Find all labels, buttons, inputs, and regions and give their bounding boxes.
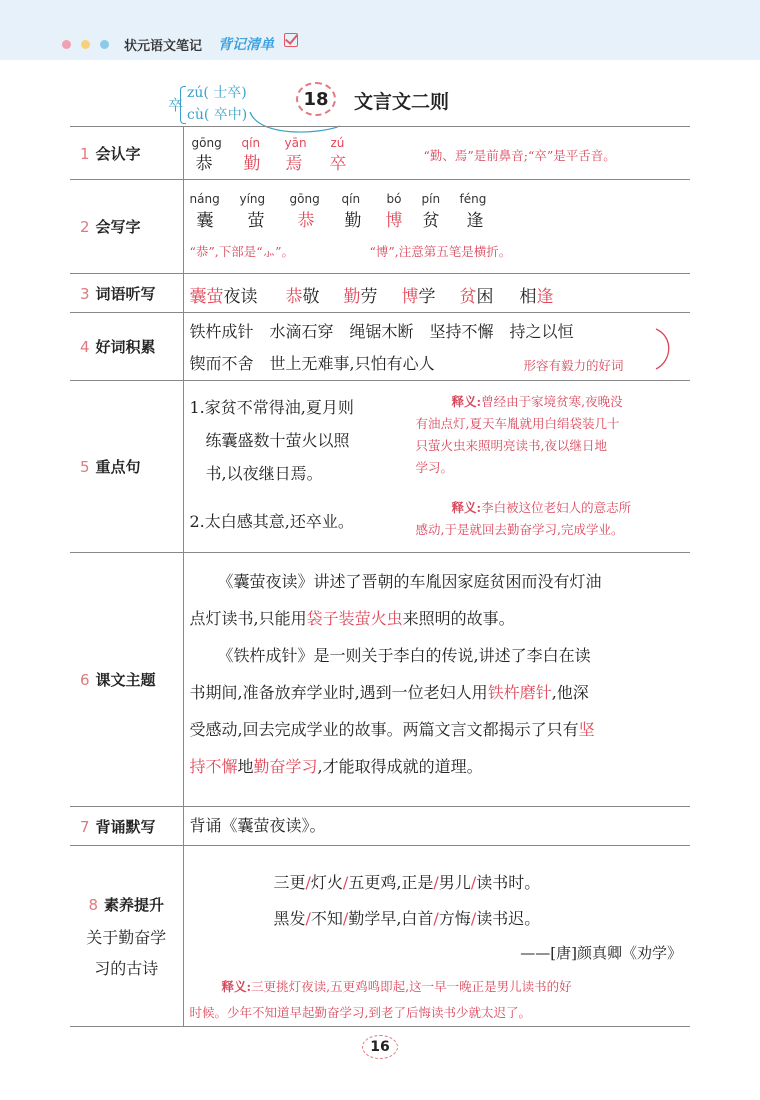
row-label: 3 词语听写 — [70, 274, 183, 313]
char: 囊 — [196, 211, 214, 231]
page-number: 16 — [362, 1035, 398, 1059]
word: 贫困 — [459, 287, 494, 307]
row-content — [183, 180, 690, 274]
sentence-1: 1.家贫不常得油,夏月则 练囊盛数十萤火以照 书,以夜继日焉。 — [189, 398, 354, 483]
polyphone-reading-1: zú( 士卒) — [187, 85, 247, 101]
row-content — [183, 807, 690, 846]
char: 焉 — [285, 154, 303, 174]
row-label: 4 好词积累 — [70, 313, 183, 381]
sentence-2-note: 释义:李白被这位老妇人的意志所 感动,于是就回去勤奋学习,完成学业。 — [415, 500, 632, 537]
pinyin: pín — [421, 192, 441, 206]
checkbox-icon — [284, 33, 298, 47]
char: 贫 — [422, 211, 440, 231]
pinyin: qín — [341, 192, 361, 206]
brand-tag: 背记清单 — [218, 37, 274, 53]
char: 恭 — [195, 154, 213, 174]
notes-table — [70, 126, 690, 1027]
poem-line-2: 黑发/不知/勤学早,白首/方悔/读书迟。 — [273, 909, 541, 928]
row-label: 2 会写字 — [70, 180, 183, 274]
pinyin: féng — [459, 192, 487, 206]
row-key-sentences — [70, 381, 690, 553]
row-dictation — [70, 274, 690, 313]
row-theme — [70, 553, 690, 807]
row-label: 1 会认字 — [70, 127, 183, 180]
word: 相逢 — [519, 287, 554, 307]
row-label: 6 课文主题 — [70, 553, 183, 807]
theme-text: 《囊萤夜读》讲述了晋朝的车胤因家庭贫困而没有灯油 点灯读书,只能用袋子装萤火虫来照明的故事。 《铁杵成针》是一则关于李白的传说,讲述了李白在读 书期间,准备放弃学业时,遇到一位老妇人用铁杵磨针,他深 受感动,回去完成学业的故事。两篇文言文都揭示了只有坚 持不懈地勤奋学习,才能取得成就的道理。 — [189, 572, 602, 776]
words-line-2: 锲而不舍 世上无难事,只怕有心人 — [189, 354, 435, 373]
sentence-2: 2.太白感其意,还卒业。 — [189, 512, 354, 531]
char: 萤 — [247, 211, 265, 231]
row-good-words — [70, 313, 690, 381]
row-literacy — [70, 846, 690, 1027]
poem-note: 释义:三更挑灯夜读,五更鸡鸣即起,这一早一晚正是男儿读书的好 时候。少年不知道早起勤奋学习,到老了后悔读书少就太迟了。 — [189, 979, 572, 1020]
char: 恭 — [297, 211, 315, 231]
lesson-title: 文言文二则 — [354, 91, 450, 113]
note: “博”,注意第五笔是横折。 — [369, 244, 512, 259]
dot-pink — [62, 40, 71, 49]
note: 形容有毅力的好词 — [523, 358, 624, 373]
polyphone-char: 卒 — [168, 96, 184, 114]
row-content — [183, 381, 690, 553]
row-content — [183, 846, 690, 1027]
polyphone-bracket — [180, 86, 186, 124]
pinyin: gōng — [289, 192, 320, 206]
row-content — [183, 313, 690, 381]
words-line-1: 铁杵成针 水滴石穿 绳锯木断 坚持不懈 持之以恒 — [189, 322, 574, 341]
brace-curve — [654, 327, 674, 371]
note: “恭”,下部是“⺗”。 — [189, 244, 295, 259]
recite-text: 背诵《囊萤夜读》。 — [189, 816, 326, 835]
row-label: 8 素养提升 关于勤奋学 习的古诗 — [70, 846, 183, 1027]
row-content — [183, 274, 690, 313]
dot-blue — [100, 40, 109, 49]
note: “勤、焉”是前鼻音;“卒”是平舌音。 — [423, 148, 616, 163]
dot-yellow — [81, 40, 90, 49]
poem-author: ——[唐]颜真卿《劝学》 — [520, 944, 682, 962]
char: 勤 — [344, 211, 362, 231]
row-label: 7 背诵默写 — [70, 807, 183, 846]
row-recite — [70, 807, 690, 846]
sub-label-2: 习的古诗 — [94, 958, 159, 978]
word: 囊萤夜读 — [189, 287, 258, 307]
pinyin: bó — [386, 192, 402, 206]
row-recognize — [70, 127, 690, 180]
pinyin: zú — [330, 136, 345, 150]
char: 博 — [385, 211, 403, 231]
word: 恭敬 — [285, 287, 320, 307]
char: 卒 — [329, 154, 347, 174]
row-write — [70, 180, 690, 274]
header-dots — [62, 40, 109, 49]
word: 勤劳 — [343, 287, 378, 307]
char: 逢 — [466, 211, 484, 231]
polyphone-reading-2: cù( 卒中) — [187, 107, 248, 123]
pinyin: yān — [284, 136, 307, 150]
char: 勤 — [243, 154, 261, 174]
poem-line-1: 三更/灯火/五更鸡,正是/男儿/读书时。 — [273, 873, 541, 892]
header-bar — [0, 0, 760, 60]
pinyin: qín — [241, 136, 261, 150]
lesson-number: 18 — [296, 82, 336, 116]
row-label: 5 重点句 — [70, 381, 183, 553]
pinyin: yíng — [239, 192, 266, 206]
brand-name: 状元语文笔记 — [124, 39, 203, 54]
word: 博学 — [401, 287, 436, 307]
pinyin: náng — [189, 192, 220, 206]
pinyin: gōng — [191, 136, 222, 150]
sub-label-1: 关于勤奋学 — [86, 927, 167, 947]
sentence-1-note: 释义:曾经由于家境贫寒,夜晚没 有油点灯,夏天车胤就用白绢袋装几十 只萤火虫来照明亮读书,夜以继日地 学习。 — [415, 394, 623, 475]
row-content — [183, 127, 690, 180]
row-content — [183, 553, 690, 807]
